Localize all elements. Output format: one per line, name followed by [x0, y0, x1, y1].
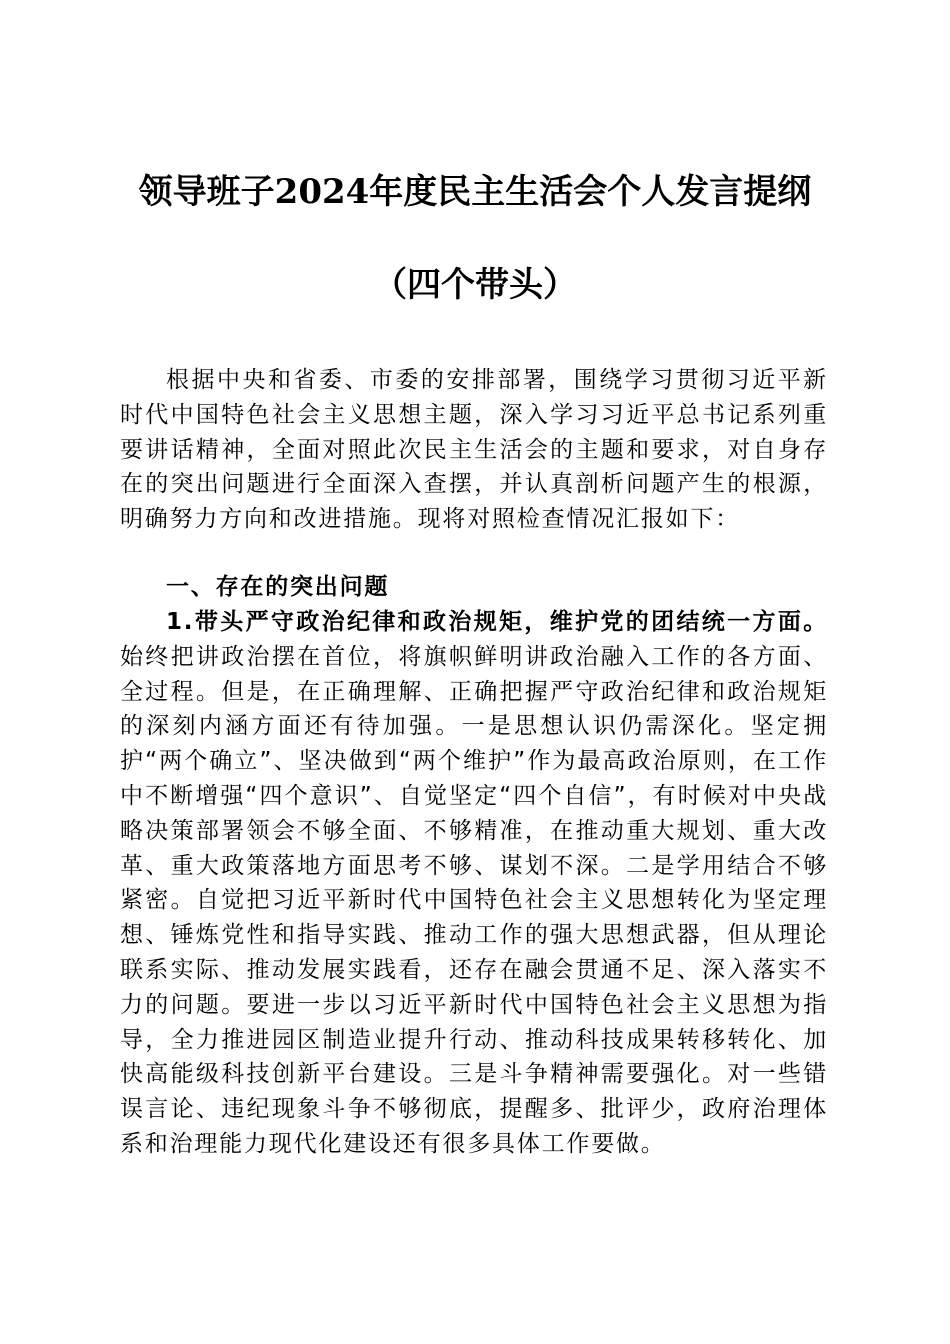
item-1-paragraph [120, 605, 828, 1162]
intro-paragraph: 根据中央和省委、市委的安排部署，围绕学习贯彻习近平新时代中国特色社会主义思想主题，深入学习习近平总书记系列重要讲话精神，全面对照此次民主生活会的主题和要求，对自身存在的突出问题进行全面深入查摆，并认真剖析问题产生的根源，明确努力方向和改进措施。现将对照检查情况汇报如下： [120, 367, 828, 533]
item-1-lead: 1.带头严守政治纪律和政治规矩，维护党的团结统一方面。 [166, 609, 828, 635]
item-1-body: 始终把讲政治摆在首位，将旗帜鲜明讲政治融入工作的各方面、全过程。但是，在正确理解、正确把握严守政治纪律和政治规矩的深刻内涵方面还有待加强。一是思想认识仍需深化。坚定拥护“两个确立”、坚决做到“两个维护”作为最高政治原则，在工作中不断增强“四个意识”、自觉坚定“四个自信”，有时候对中央战略决策部署领会不够全面、不够精准，在推动重大规划、重大改革、重大政策落地方面思考不够、谋划不深。二是学用结合不够紧密。自觉把习近平新时代中国特色社会主义思想转化为坚定理想、锤炼党性和指导实践、推动工作的强大思想武器，但从理论联系实际、推动发展实践看，还存在融会贯通不足、深入落实不力的问题。要进一步以习近平新时代中国特色社会主义思想为指导，全力推进园区制造业提升行动、推动科技成果转移转化、加快高能级科技创新平台建设。三是斗争精神需要强化。对一些错误言论、违纪现象斗争不够彻底，提醒多、批评少，政府治理体系和治理能力现代化建设还有很多具体工作要做。 [120, 643, 828, 1157]
document-subtitle: （四个带头） [373, 265, 577, 305]
section-heading: 一、存在的突出问题 [166, 574, 390, 600]
document-title: 领导班子2024年度民主生活会个人发言提纲 [138, 172, 812, 212]
